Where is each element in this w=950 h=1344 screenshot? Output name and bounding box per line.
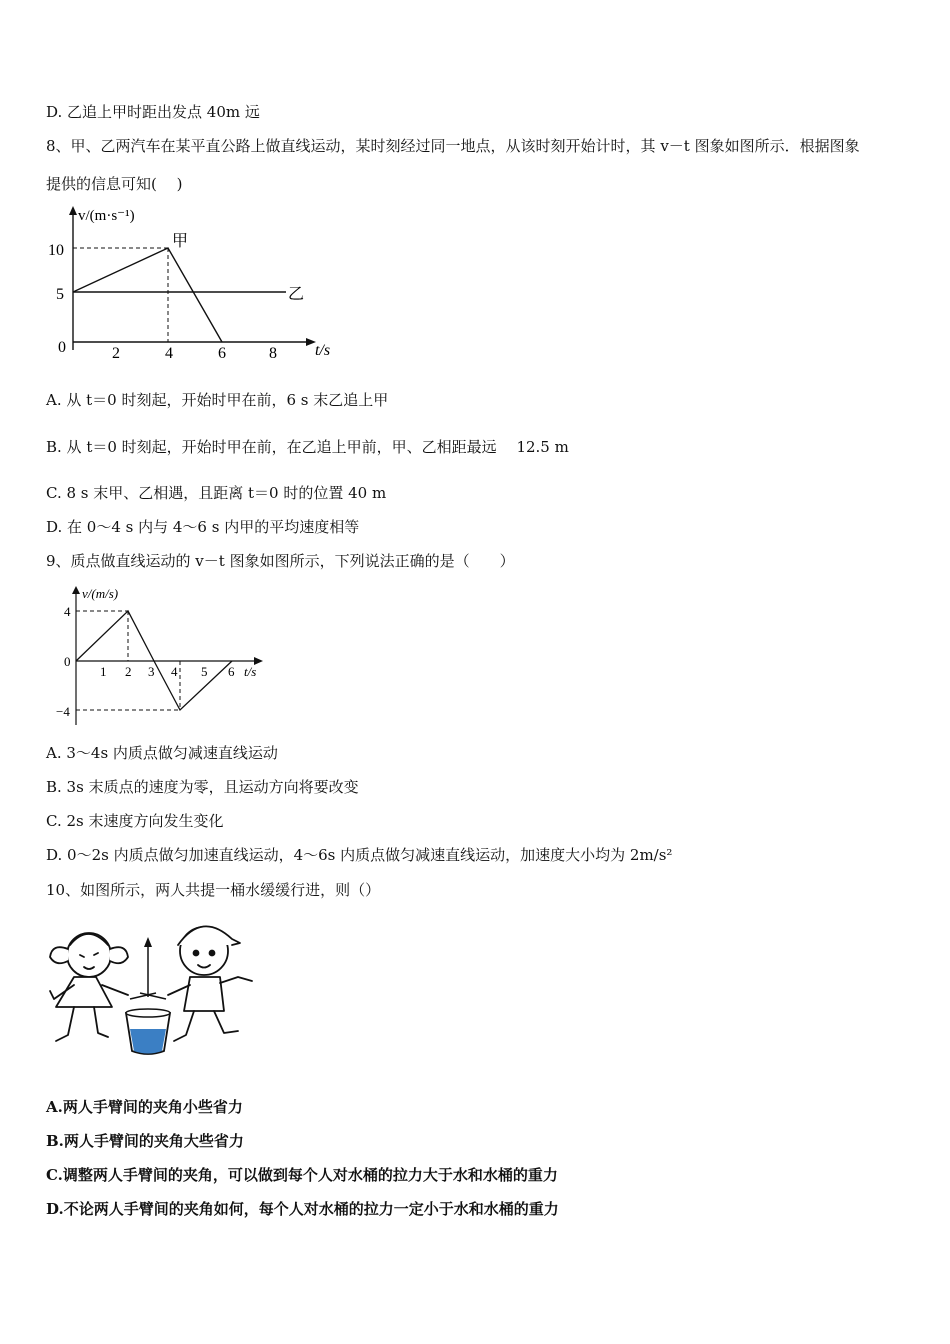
q9-vt-graph xyxy=(44,580,284,730)
q7-option-d: D. 乙追上甲时距出发点 40m 远 xyxy=(46,103,260,121)
q8-line-jia xyxy=(73,248,222,342)
q9-y-tick-neg4: −4 xyxy=(56,704,70,719)
q8-y-tick-0: 0 xyxy=(58,339,66,356)
q10-stem: 10、如图所示，两人共提一桶水缓缓行进，则（） xyxy=(46,881,381,899)
q10-option-d: D.不论两人手臂间的夹角如何，每个人对水桶的拉力一定小于水和水桶的重力 xyxy=(46,1200,559,1218)
q8-label-jia: 甲 xyxy=(172,233,189,250)
q8-option-a: A. 从 t＝0 时刻起，开始时甲在前，6 s 末乙追上甲 xyxy=(46,391,389,409)
q8-x-tick-8: 8 xyxy=(269,345,277,362)
girl-figure xyxy=(50,933,128,1041)
q10-option-a: A.两人手臂间的夹角小些省力 xyxy=(46,1098,243,1116)
q9-option-c: C. 2s 末速度方向发生变化 xyxy=(46,812,224,830)
q9-option-a: A. 3～4s 内质点做匀减速直线运动 xyxy=(46,744,278,762)
q9-x-tick-2: 2 xyxy=(125,664,132,679)
q9-y-axis-label: v/(m/s) xyxy=(82,586,119,601)
water-bucket xyxy=(126,937,170,1054)
q8-y-tick-10: 10 xyxy=(48,242,64,259)
q9-stem: 9、质点做直线运动的 v－t 图象如图所示，下列说法正确的是（ ） xyxy=(46,552,515,570)
q8-x-tick-2: 2 xyxy=(112,345,120,362)
q8-y-tick-5: 5 xyxy=(56,286,64,303)
q8-option-d: D. 在 0～4 s 内与 4～6 s 内甲的平均速度相等 xyxy=(46,518,360,536)
q8-x-tick-4: 4 xyxy=(165,345,173,362)
q8-stem-line2: 提供的信息可知( ) xyxy=(46,175,183,193)
q8-x-tick-6: 6 xyxy=(218,345,226,362)
q9-x-axis-label: t/s xyxy=(244,664,257,679)
q8-y-axis-label: v/(m·s⁻¹) xyxy=(78,208,135,224)
q8-option-b: B. 从 t＝0 时刻起，开始时甲在前，在乙追上甲前，甲、乙相距最远 12.5 m xyxy=(46,438,569,456)
q8-label-yi: 乙 xyxy=(288,286,305,303)
q9-x-tick-4: 4 xyxy=(171,664,178,679)
q9-x-tick-5: 5 xyxy=(201,664,208,679)
q8-stem-line1: 8、甲、乙两汽车在某平直公路上做直线运动，某时刻经过同一地点，从该时刻开始计时，其 v－t 图象如图所示．根据图象 xyxy=(46,137,860,155)
q8-x-axis-label: t/s xyxy=(315,342,331,359)
q10-option-b: B.两人手臂间的夹角大些省力 xyxy=(46,1132,244,1150)
q10-option-c: C.调整两人手臂间的夹角，可以做到每个人对水桶的拉力大于水和水桶的重力 xyxy=(46,1166,558,1184)
q8-option-c: C. 8 s 末甲、乙相遇，且距离 t＝0 时的位置 40 m xyxy=(46,484,387,502)
boy-figure xyxy=(168,926,252,1041)
q9-x-tick-6: 6 xyxy=(228,664,235,679)
q9-y-tick-0: 0 xyxy=(64,654,71,669)
q8-vt-graph xyxy=(40,200,340,370)
q9-option-d: D. 0～2s 内质点做匀加速直线运动，4～6s 内质点做匀减速直线运动，加速度大小均为 2m/s² xyxy=(46,846,673,864)
q9-option-b: B. 3s 末质点的速度为零，且运动方向将要改变 xyxy=(46,778,359,796)
q9-x-tick-3: 3 xyxy=(148,664,155,679)
q9-x-tick-1: 1 xyxy=(100,664,107,679)
q9-y-tick-4: 4 xyxy=(64,604,71,619)
two-people-carrying-bucket-illustration xyxy=(44,915,264,1060)
